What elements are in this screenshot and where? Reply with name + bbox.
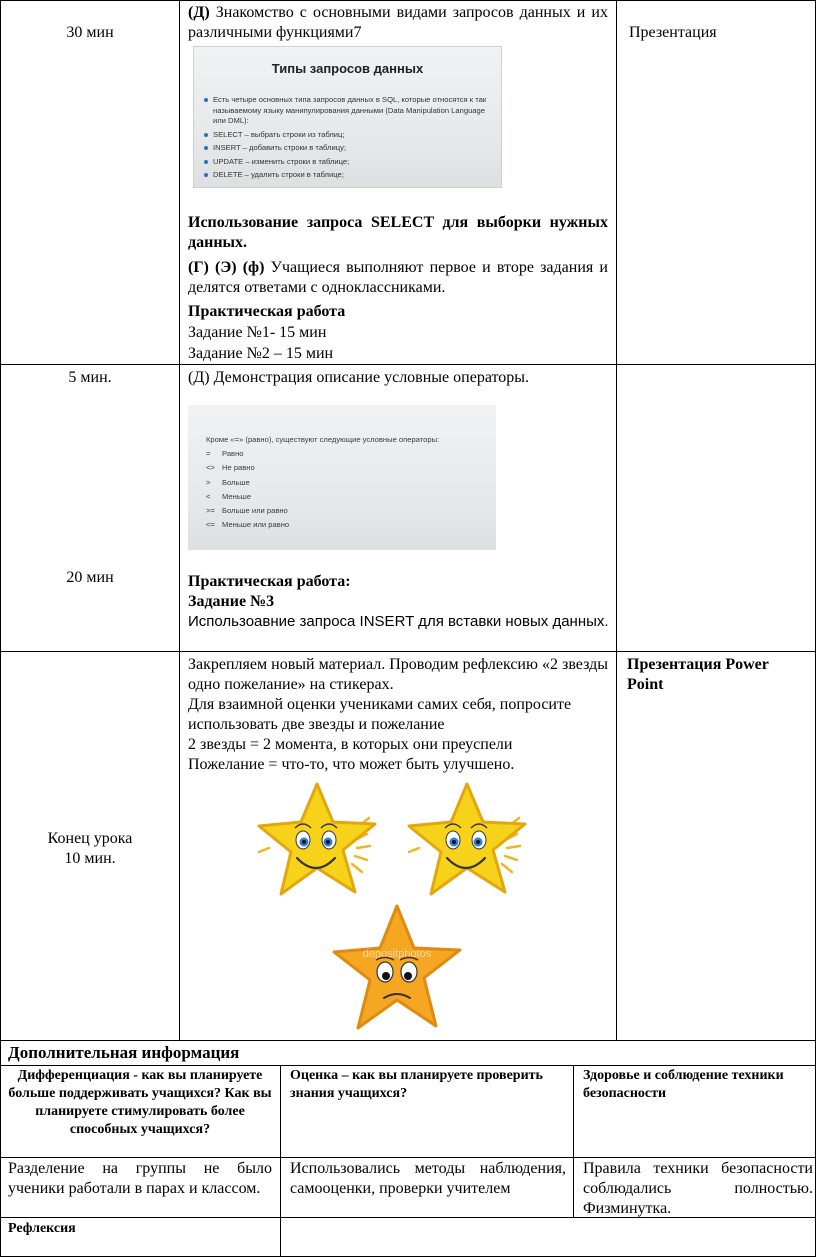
operator-symbol: > <box>206 477 211 487</box>
happy-star-icon <box>255 778 385 903</box>
differentiation-header: Дифференциация - как вы планируете больше поддерживать учащихся? Как вы планируете стимулировать более способных учащихся? <box>8 1068 272 1137</box>
slide-body <box>206 433 491 532</box>
operator-symbol: <> <box>206 463 215 473</box>
resources-cell: Презентация Power Point <box>627 656 769 693</box>
safety-cell: Правила техники безопасности соблюдались полностью. Физминутка. <box>583 1160 813 1217</box>
operator-symbol: < <box>206 491 211 501</box>
select-subheading: Использование запроса SELECT для выборки нужных данных. <box>188 214 608 251</box>
slide-operator-row <box>206 490 491 504</box>
time-cell: Конец урока <box>47 830 133 847</box>
operator-label: Больше <box>222 477 250 487</box>
task-description <box>188 258 608 298</box>
task-1: Задание №1- 15 мин <box>188 324 327 341</box>
operator-label: Меньше <box>222 491 252 501</box>
differentiation-cell: Разделение на группы не было ученики работали в парах и классом. <box>8 1160 272 1197</box>
demo-text: (Д) Демонстрация описание условные операторы. <box>188 369 530 386</box>
slide-operators <box>188 405 496 550</box>
slide-operator-row <box>206 476 491 490</box>
operator-label: Равно <box>222 449 244 459</box>
topic-heading <box>188 3 608 43</box>
slide-query-types <box>193 46 502 188</box>
task-text: Учащиеся выполняют первое и вторе задания и делятся ответами с одноклассниками. <box>188 259 608 296</box>
assessment-cell: Использовались методы наблюдения, самооценки, проверки учителем <box>290 1160 566 1197</box>
practical-title-2: Практическая работа: <box>188 573 351 590</box>
extra-info-title: Дополнительная информация <box>8 1043 240 1062</box>
slide-item: UPDATE – изменить строки в таблице; <box>204 157 496 168</box>
two-stars-text: 2 звезды = 2 момента, в которых они преуспели <box>188 736 513 753</box>
slide-intro: Кроме «=» (равно), существуют следующие условные операторы: <box>206 435 440 444</box>
slide-body <box>204 95 496 184</box>
watermark: depositphotos <box>362 948 432 960</box>
reflection-label: Рефлексия <box>8 1221 76 1236</box>
heading-prefix: (Д) <box>188 4 210 21</box>
peer-assessment-text: Для взаимной оценки учениками самих себя, попросите использовать две звезды и пожелание <box>188 696 572 733</box>
slide-item: DELETE – удалить строки в таблице; <box>204 170 496 181</box>
operator-label: Больше или равно <box>222 506 288 516</box>
practical-title: Практическая работа <box>188 303 346 320</box>
slide-title: Типы запросов данных <box>271 61 424 76</box>
task-prefix: (Г) (Э) (ф) <box>188 259 265 276</box>
operator-symbol: = <box>206 449 211 459</box>
resources-cell: Презентация <box>629 24 717 41</box>
reflection-intro: Закрепляем новый материал. Проводим рефлексию «2 звезды одно пожелание» на стикерах. <box>188 656 608 693</box>
safety-header: Здоровье и соблюдение техники безопасности <box>583 1068 784 1101</box>
time-cell: 20 мин <box>66 569 114 586</box>
task-3-text: Использоавние запроса INSERT для вставки новых данных. <box>188 613 609 630</box>
operator-label: Не равно <box>222 463 255 473</box>
heading-text: Знакомство с основными видами запросов данных и их различными функциями7 <box>188 4 608 41</box>
slide-operator-row <box>206 518 491 532</box>
time-cell: 10 мин. <box>64 850 116 867</box>
task-2: Задание №2 – 15 мин <box>188 345 334 362</box>
slide-item: INSERT – добавить строки в таблицу; <box>204 143 496 154</box>
operator-symbol: <= <box>206 520 215 530</box>
happy-star-icon <box>405 778 535 903</box>
slide-item: Есть четыре основных типа запросов данных в SQL, которые относятся к так называемому языку манипулирования данными (Data Manipulation Language или DML): <box>204 95 496 127</box>
slide-operator-row <box>206 504 491 518</box>
time-cell: 5 мин. <box>68 369 112 386</box>
task-3: Задание №3 <box>188 593 275 610</box>
sad-star-icon <box>330 902 465 1034</box>
slide-operator-row <box>206 461 491 475</box>
slide-operator-row <box>206 447 491 461</box>
slide-item: SELECT – выбрать строки из таблиц; <box>204 130 496 141</box>
wish-text: Пожелание = что-то, что может быть улучшено. <box>188 756 515 773</box>
operator-symbol: >= <box>206 506 215 516</box>
operator-label: Меньше или равно <box>222 520 290 530</box>
time-cell: 30 мин <box>66 24 114 41</box>
assessment-header: Оценка – как вы планируете проверить знания учащихся? <box>290 1068 543 1101</box>
